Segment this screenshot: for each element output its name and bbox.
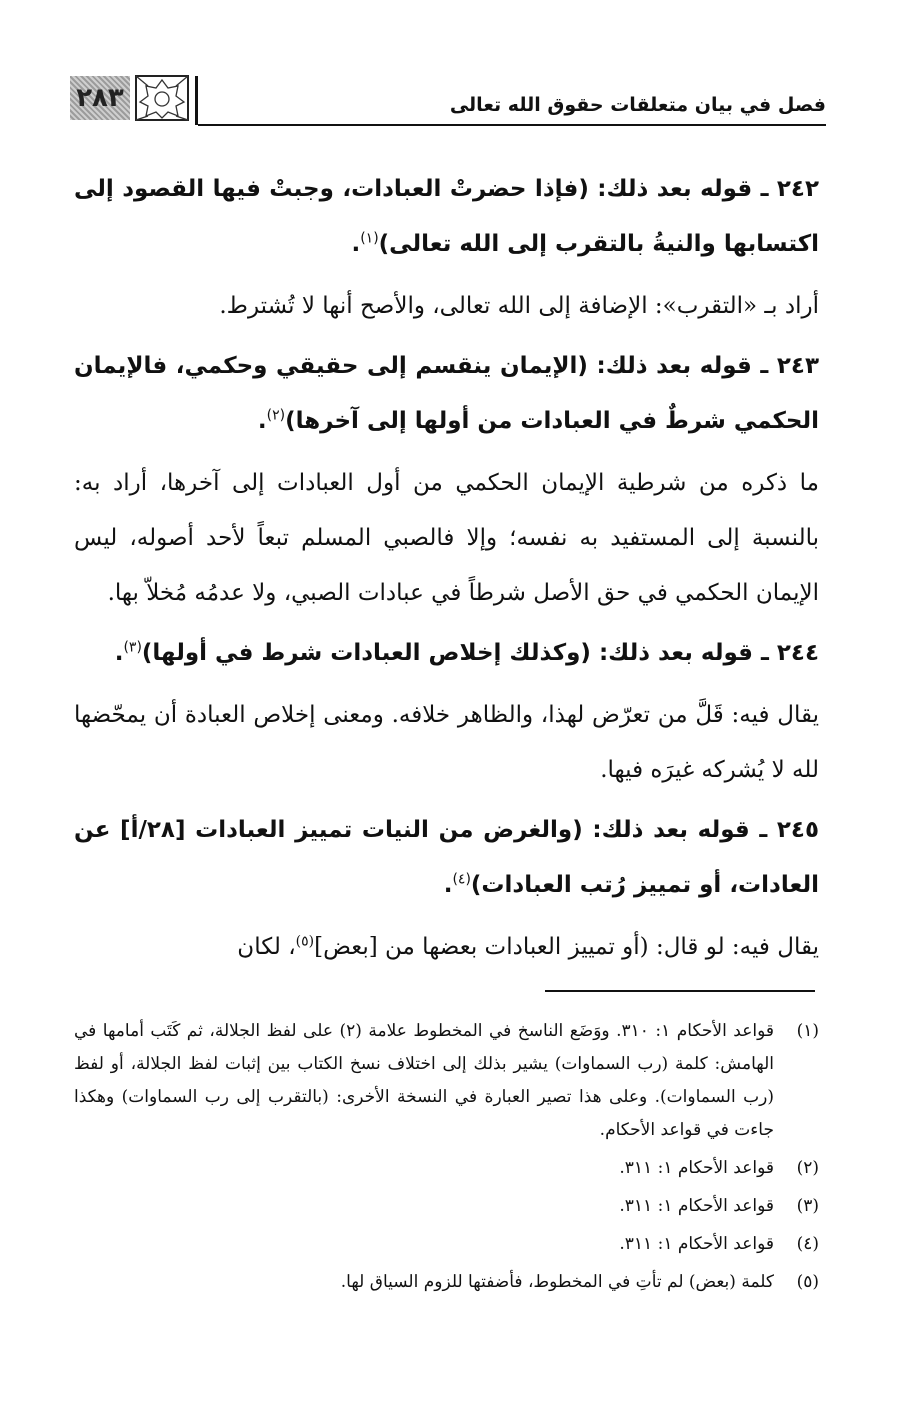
footnote-number: (٥) bbox=[796, 1272, 819, 1292]
footnote-number: (٢) bbox=[796, 1158, 819, 1178]
page-number-box bbox=[70, 76, 130, 120]
footnote-number: (٤) bbox=[796, 1234, 819, 1254]
footnote-text: قواعد الأحكام ١: ٣١١. bbox=[619, 1158, 774, 1178]
running-header bbox=[70, 68, 826, 130]
quote-paragraph: ٢٤٤ ـ قوله بعد ذلك: (وكذلك إخلاص العبادات شرط في أولها)$^{(٣)}$. bbox=[114, 639, 819, 666]
footnote-ref: (١) bbox=[360, 230, 379, 247]
footnote-separator bbox=[545, 990, 815, 992]
footnote bbox=[74, 1228, 819, 1261]
running-title: فصل في بيان متعلقات حقوق الله تعالى bbox=[449, 94, 826, 116]
footnote-text: قواعد الأحكام ١: ٣١١. bbox=[619, 1234, 774, 1254]
header-divider bbox=[195, 76, 198, 125]
main-text bbox=[74, 162, 819, 975]
footnote bbox=[74, 1190, 819, 1223]
quote-paragraph: ٢٤٥ ـ قوله بعد ذلك: (والغرض من النيات تمييز العبادات [٢٨/أ] عن العادات، أو تمييز رُتب العبادات)$^{(٤)}$. bbox=[74, 817, 819, 898]
page-number: ٢٨٣ bbox=[76, 83, 124, 113]
footnote bbox=[74, 1266, 819, 1299]
footnote-number: (١) bbox=[796, 1021, 819, 1041]
commentary-paragraph: يقال فيه: قَلَّ من تعرّض لهذا، والظاهر خلافه. ومعنى إخلاص العبادة أن يمحّضها لله لا يُشركه غيرَه فيها. bbox=[74, 702, 819, 783]
footnotes bbox=[74, 1015, 819, 1304]
quote-paragraph: ٢٤٢ ـ قوله بعد ذلك: (فإذا حضرتْ العبادات، وجبتْ فيها القصود إلى اكتسابها والنيةُ بالتقرب إلى الله تعالى)$^{(١)}$. bbox=[74, 176, 819, 257]
footnote bbox=[74, 1015, 819, 1147]
footnote-number: (٣) bbox=[796, 1196, 819, 1216]
commentary-paragraph: ما ذكره من شرطية الإيمان الحكمي من أول العبادات إلى آخرها، أراد به: بالنسبة إلى المستفيد به نفسه؛ وإلا فالصبي المسلم تبعاً لأحد أصوله، ليس الإيمان الحكمي في حق الأصل شرطاً في عبادات الصبي، ولا عدمُه مُخلاّ بها. bbox=[74, 470, 819, 606]
footnote-ref: (٥) bbox=[295, 933, 315, 950]
quote-paragraph: ٢٤٣ ـ قوله بعد ذلك: (الإيمان ينقسم إلى حقيقي وحكمي، فالإيمان الحكمي شرطٌ في العبادات من أولها إلى آخرها)$^{(٢)}$. bbox=[74, 353, 819, 434]
footnote-ref: (٤) bbox=[452, 871, 471, 888]
commentary-paragraph: يقال فيه: لو قال: (أو تمييز العبادات بعضها من [بعض]$^{(٥)}$، لكان bbox=[237, 933, 819, 960]
footnote bbox=[74, 1152, 819, 1185]
header-rule bbox=[198, 124, 826, 126]
ornament-icon bbox=[134, 74, 190, 122]
footnote-text: كلمة (بعض) لم تأتِ في المخطوط، فأضفتها للزوم السياق لها. bbox=[340, 1272, 774, 1292]
footnote-ref: (٣) bbox=[123, 639, 142, 656]
footnote-ref: (٢) bbox=[266, 407, 286, 424]
commentary-paragraph: أراد بـ «التقرب»: الإضافة إلى الله تعالى، والأصح أنها لا تُشترط. bbox=[219, 293, 819, 319]
footnote-text: قواعد الأحكام ١: ٣١١. bbox=[619, 1196, 774, 1216]
footnote-text: قواعد الأحكام ١: ٣١٠. ووَضَع الناسخ في المخطوط علامة (٢) على لفظ الجلالة، ثم كَتَب أمامها في الهامش: كلمة (رب السماوات) يشير بذلك إلى اختلاف نسخ الكتاب بين إثبات لفظ الجلالة، أو لفظ (رب السماوات). وعلى هذا تصير العبارة في النسخة الأخرى: (بالتقرب إلى رب السماوات) وهكذا جاءت في قواعد الأحكام. bbox=[74, 1021, 774, 1140]
